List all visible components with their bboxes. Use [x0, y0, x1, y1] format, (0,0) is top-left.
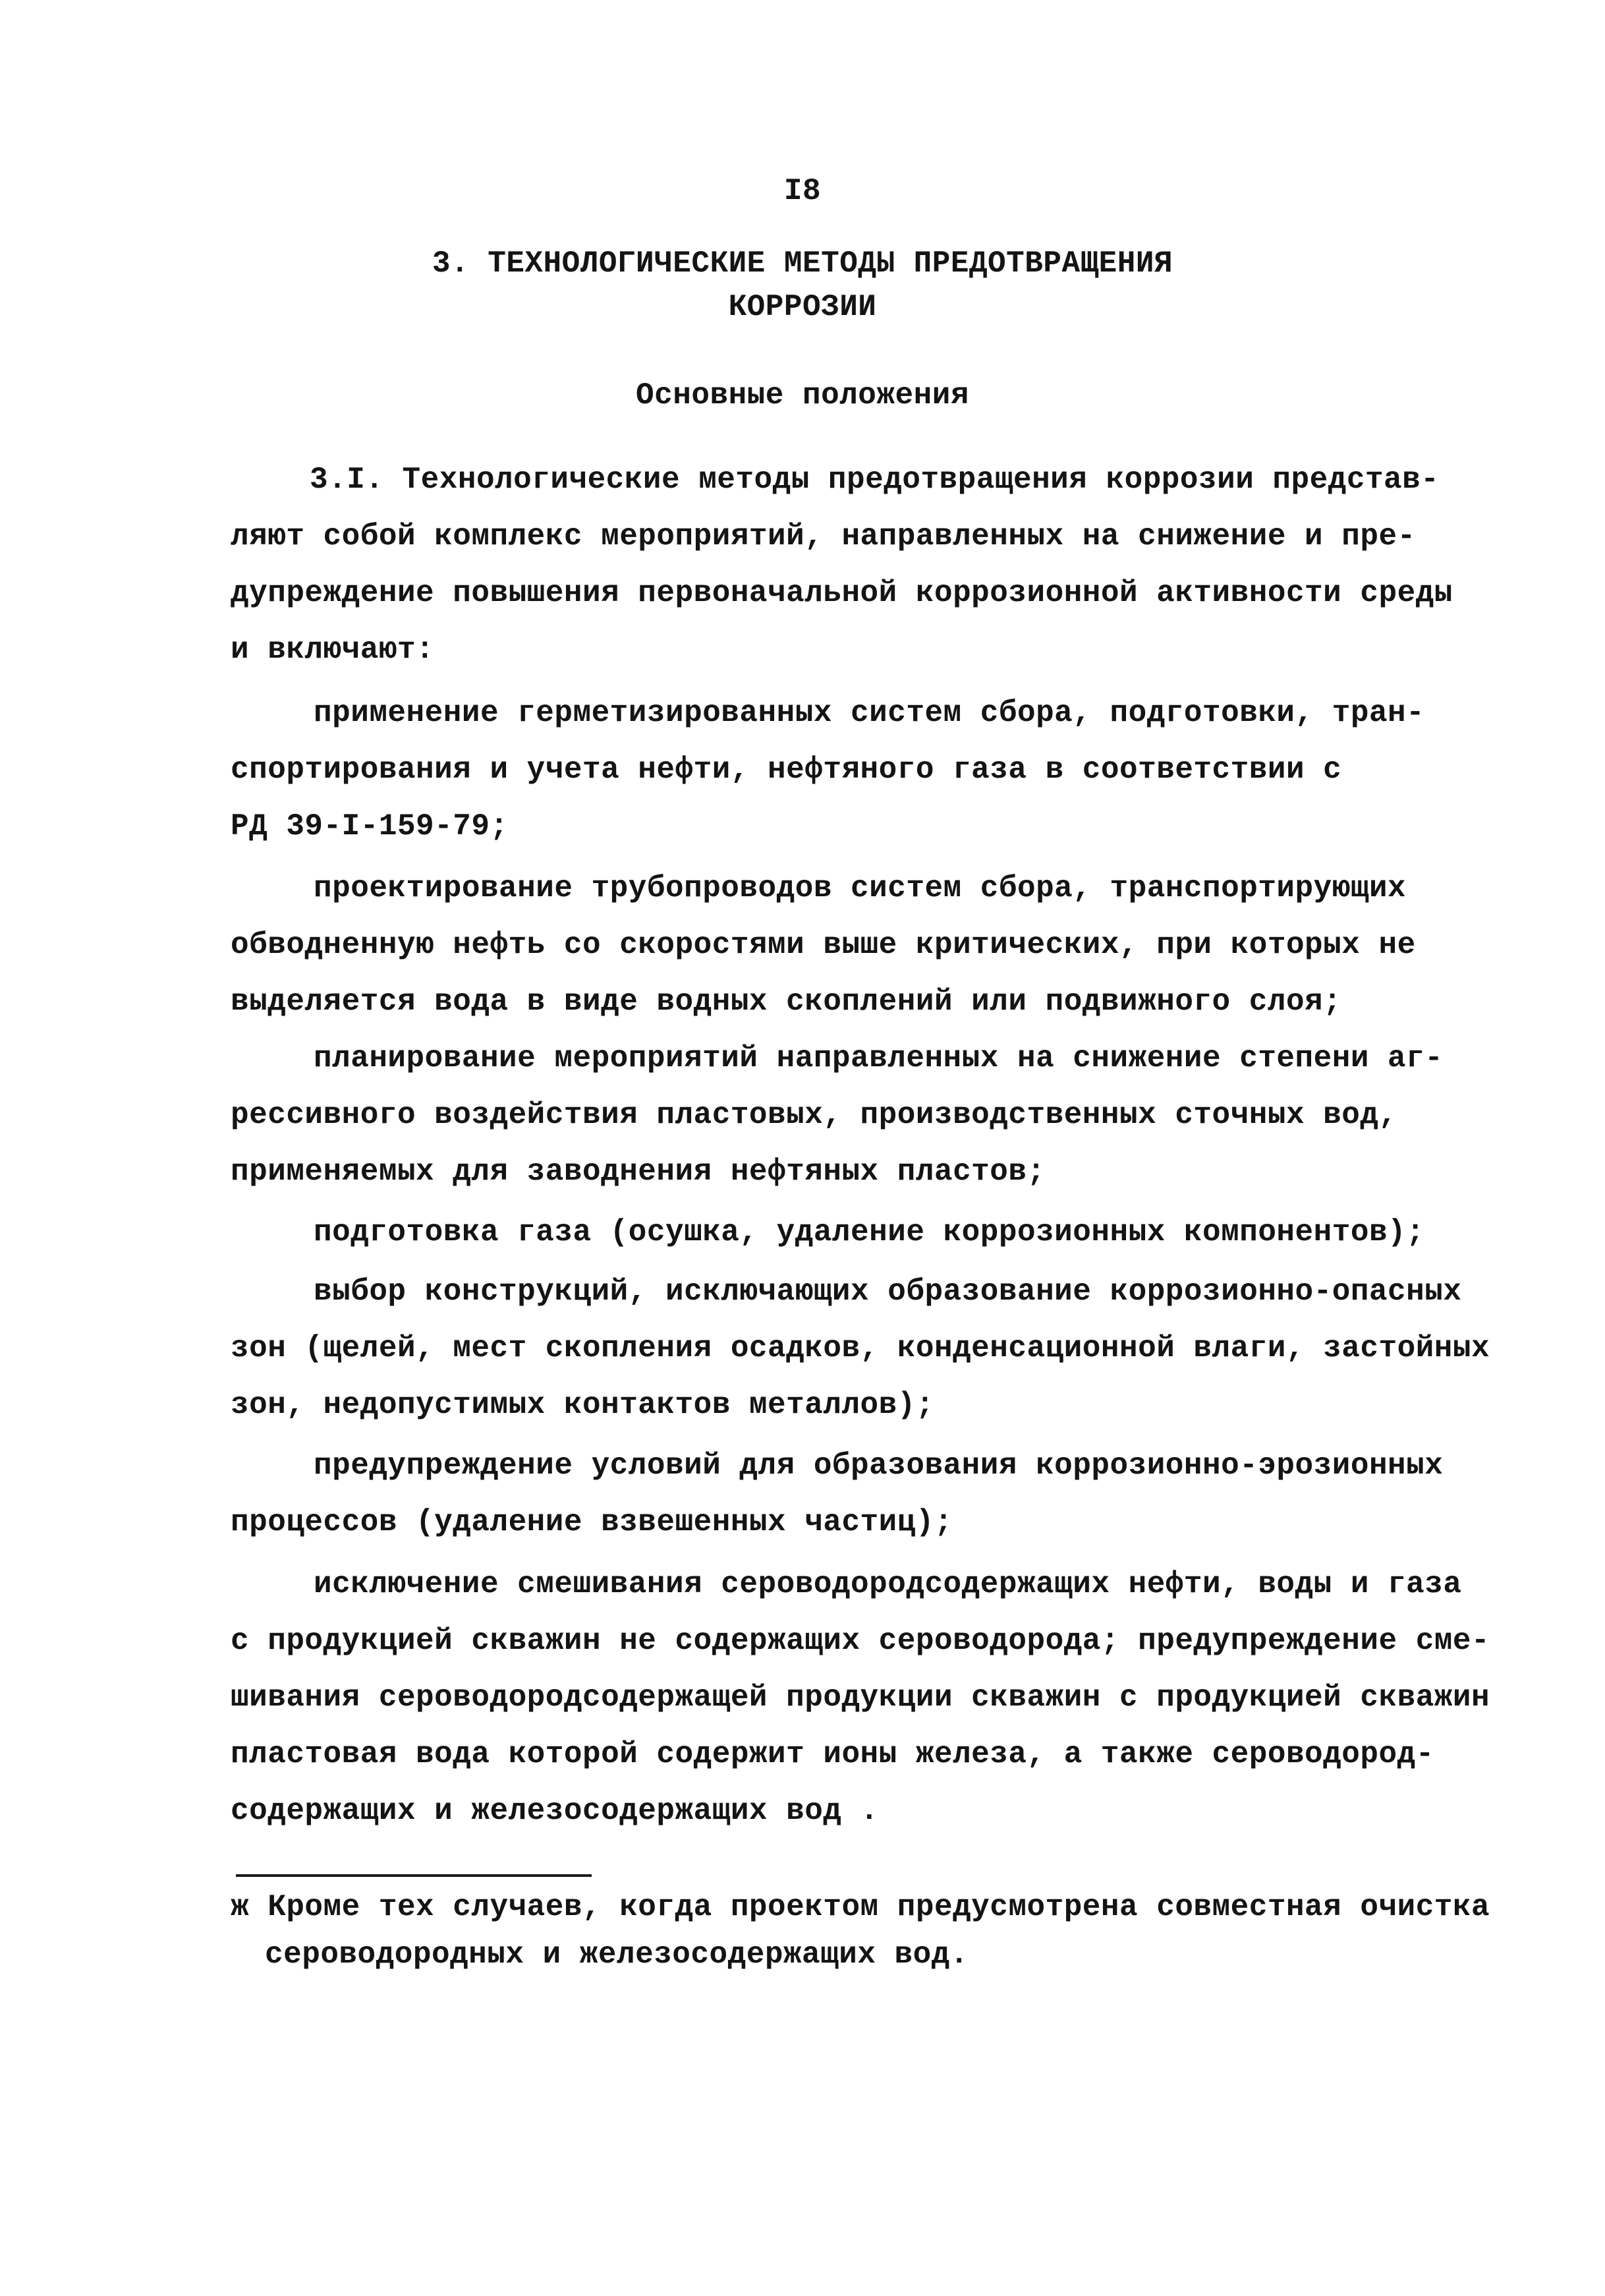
body-line: спортирования и учета нефти, нефтяного газа в соответствии с — [231, 753, 1342, 787]
body-line: зон (щелей, мест скопления осадков, конденсационной влаги, застойных — [231, 1331, 1490, 1365]
body-line: пластовая вода которой содержит ионы железа, а также сероводород- — [231, 1737, 1434, 1771]
footnote-separator — [236, 1874, 592, 1877]
body-line: планирование мероприятий направленных на снижение степени аг- — [314, 1041, 1444, 1076]
body-line: шивания сероводородсодержащей продукции скважин с продукцией скважин — [231, 1680, 1490, 1715]
body-line: зон, недопустимых контактов металлов); — [231, 1388, 934, 1422]
body-line: проектирование трубопроводов систем сбора, транспортирующих — [314, 871, 1407, 905]
chapter-title-line-2: КОРРОЗИИ — [728, 290, 877, 324]
chapter-title-line-1: 3. ТЕХНОЛОГИЧЕСКИЕ МЕТОДЫ ПРЕДОТВРАЩЕНИЯ — [432, 246, 1173, 281]
body-line: выбор конструкций, исключающих образование коррозионно-опасных — [314, 1275, 1462, 1309]
body-line: применяемых для заводнения нефтяных пластов; — [231, 1155, 1046, 1189]
body-line: подготовка газа (осушка, удаление коррозионных компонентов); — [314, 1215, 1425, 1249]
body-line: с продукцией скважин не содержащих сероводорода; предупреждение сме- — [231, 1624, 1490, 1658]
footnote-line: ж Кроме тех случаев, когда проектом предусмотрена совместная очистка — [231, 1890, 1490, 1924]
footnote-line: сероводородных и железосодержащих вод. — [265, 1937, 969, 1972]
body-line: предупреждение условий для образования коррозионно-эрозионных — [314, 1449, 1444, 1483]
body-line: содержащих и железосодержащих вод . — [231, 1794, 879, 1828]
body-line: применение герметизированных систем сбора, подготовки, тран- — [314, 696, 1425, 730]
body-line: процессов (удаление взвешенных частиц); — [231, 1505, 953, 1539]
body-line: исключение смешивания сероводородсодержащих нефти, воды и газа — [314, 1567, 1462, 1601]
body-line: 3.I. Технологические методы предотвращения коррозии представ- — [310, 463, 1440, 497]
section-heading: Основные положения — [636, 378, 969, 413]
body-line: обводненную нефть со скоростями выше критических, при которых не — [231, 928, 1416, 962]
page-number: I8 — [783, 174, 822, 208]
body-line: выделяется вода в виде водных скоплений или подвижного слоя; — [231, 985, 1342, 1019]
body-line: дупреждение повышения первоначальной коррозионной активности среды — [231, 576, 1453, 610]
body-line: РД 39-I-159-79; — [231, 809, 509, 844]
body-line: рессивного воздействия пластовых, производственных сточных вод, — [231, 1098, 1397, 1132]
body-line: ляют собой комплекс мероприятий, направленных на снижение и пре- — [231, 519, 1416, 554]
body-line: и включают: — [231, 633, 435, 667]
